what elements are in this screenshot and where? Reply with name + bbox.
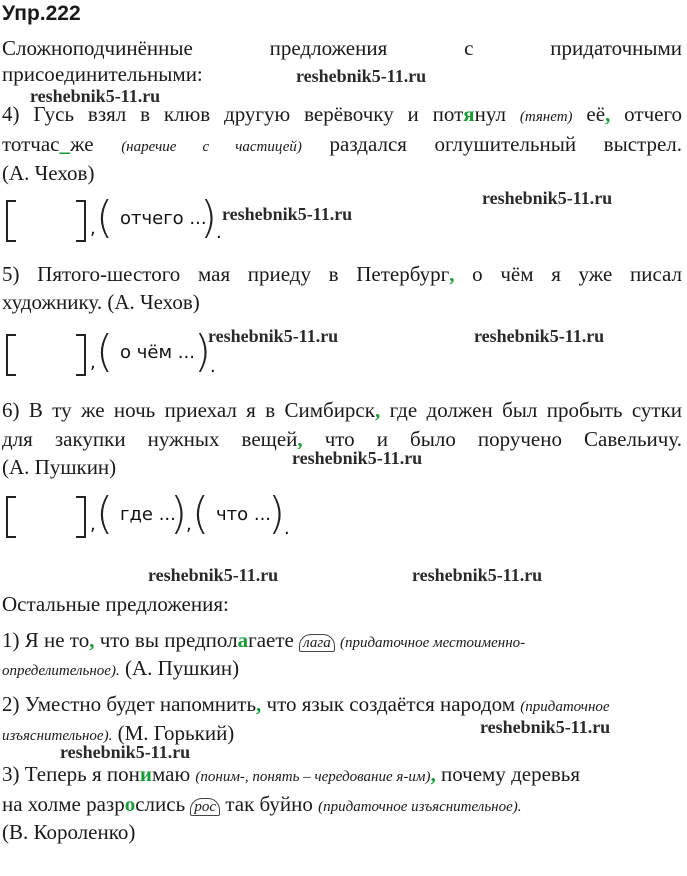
note: (придаточное местоименно- (339, 635, 526, 651)
r3-line1 (2, 762, 682, 789)
paren-right: ) (268, 488, 286, 539)
note: (наречие с частицей) (121, 139, 302, 155)
heading-word: придаточными (550, 36, 683, 60)
s6-line1 (2, 398, 682, 422)
s5-line2: художнику. (А. Чехов) (2, 290, 200, 314)
text: о чём я уже писал (472, 262, 683, 286)
highlight-comma: , (256, 692, 262, 716)
text: 2) Уместно будет напомнить (2, 692, 257, 716)
text: что язык создаётся народом (266, 692, 516, 716)
text: где должен был пробыть сутки (389, 398, 683, 422)
paren-right: ) (200, 192, 218, 243)
highlight-comma: , (430, 762, 436, 786)
highlight-letter: о (124, 792, 136, 816)
exercise-title: Упр.222 (2, 2, 81, 25)
scheme-comma: , (90, 352, 96, 373)
text: так буйно (225, 792, 313, 816)
main-bracket-right (76, 200, 86, 242)
r1-line1 (2, 628, 682, 655)
scheme-comma: , (90, 514, 96, 535)
r3-line3: (В. Короленко) (2, 820, 136, 844)
text: нул (474, 102, 506, 126)
scheme-word: где ... (120, 504, 176, 525)
highlight-letter: а (237, 628, 249, 652)
watermark: reshebnik5-11.ru (482, 188, 613, 208)
rest-heading: Остальные предложения: (2, 592, 229, 616)
paren-right: ) (170, 488, 188, 539)
watermark: reshebnik5-11.ru (208, 326, 339, 346)
heading-line1 (2, 36, 682, 60)
watermark: reshebnik5-11.ru (30, 86, 161, 106)
scheme-comma: , (186, 514, 192, 535)
paren-left: ( (96, 488, 114, 539)
text: маю (151, 762, 191, 786)
watermark: reshebnik5-11.ru (480, 717, 611, 737)
note: определительное). (2, 663, 120, 679)
watermark: reshebnik5-11.ru (296, 66, 427, 86)
s6-scheme (0, 488, 320, 542)
r2-line1 (2, 692, 682, 719)
text: (А. Пушкин) (124, 656, 240, 680)
text: гаете (248, 628, 294, 652)
heading-word: предложения (269, 36, 388, 60)
scheme-word: о чём ... (120, 342, 195, 363)
highlight-comma: , (89, 628, 95, 652)
text: тотчас (2, 132, 60, 156)
note: (тянет) (519, 109, 573, 125)
text: её (586, 102, 606, 126)
text: 5) Пятого-шестого мая приеду в Петербург (2, 262, 450, 286)
highlight-comma: , (605, 102, 611, 126)
text: слись (135, 792, 186, 816)
root-morpheme-mark: рос (190, 798, 220, 816)
text: 3) Теперь я пон (2, 762, 140, 786)
scheme-word: что ... (216, 504, 272, 525)
note: (придаточное изъяснительное). (318, 799, 522, 815)
highlight-letter: я (463, 102, 475, 126)
highlight-comma: , (374, 398, 381, 422)
watermark: reshebnik5-11.ru (292, 448, 423, 468)
paren-right: ) (194, 326, 212, 377)
s4-line2 (2, 132, 682, 159)
main-bracket-left (6, 496, 16, 538)
highlight-comma: , (449, 262, 455, 286)
text: 6) В ту же ночь приехал я в Симбирск (2, 398, 375, 422)
r1-line2 (2, 656, 682, 683)
note: (поним-, понять – чередование я-им) (195, 769, 431, 785)
text: на холме разр (2, 792, 125, 816)
scheme-comma: , (90, 218, 96, 239)
main-bracket-left (6, 334, 16, 376)
note: (придаточное (520, 699, 610, 715)
watermark: reshebnik5-11.ru (412, 565, 543, 585)
heading-word: Сложноподчинённые (2, 36, 193, 60)
text: 1) Я не то (2, 628, 90, 652)
main-bracket-right (76, 334, 86, 376)
text: для закупки нужных вещей (2, 427, 298, 451)
text: же (70, 132, 94, 156)
s6-line3: (А. Пушкин) (2, 455, 117, 479)
paren-left: ( (96, 326, 114, 377)
s5-line1 (2, 262, 682, 286)
root-morpheme-mark: лага (299, 634, 335, 652)
text: 4) Гусь взял в клюв другую верёвочку и пот (2, 102, 464, 126)
text: почему деревья (440, 762, 581, 786)
scheme-period: . (216, 222, 222, 243)
heading-line2: присоединительными: (2, 62, 203, 86)
text: отчего (624, 102, 683, 126)
scheme-period: . (284, 518, 290, 539)
r3-line2 (2, 792, 682, 819)
text: что вы предпол (99, 628, 238, 652)
highlight-comma: , (297, 427, 303, 451)
s4-line3: (А. Чехов) (2, 161, 95, 185)
watermark: reshebnik5-11.ru (148, 565, 279, 585)
highlight-letter: и (139, 762, 152, 786)
heading-word: с (464, 36, 474, 60)
scheme-period: . (210, 356, 216, 377)
text: раздался оглушительный выстрел. (329, 132, 683, 156)
watermark: reshebnik5-11.ru (474, 326, 605, 346)
main-bracket-right (76, 496, 86, 538)
watermark: reshebnik5-11.ru (60, 742, 191, 762)
note: изъяснительное). (2, 728, 113, 744)
paren-left: ( (96, 192, 114, 243)
highlight-gap: _ (59, 132, 71, 156)
scheme-word: отчего ... (120, 208, 207, 229)
watermark: reshebnik5-11.ru (222, 204, 353, 224)
text: (М. Горький) (117, 721, 235, 745)
main-bracket-left (6, 200, 16, 242)
text: что и было поручено Савельичу. (324, 427, 682, 451)
paren-left: ( (192, 488, 210, 539)
